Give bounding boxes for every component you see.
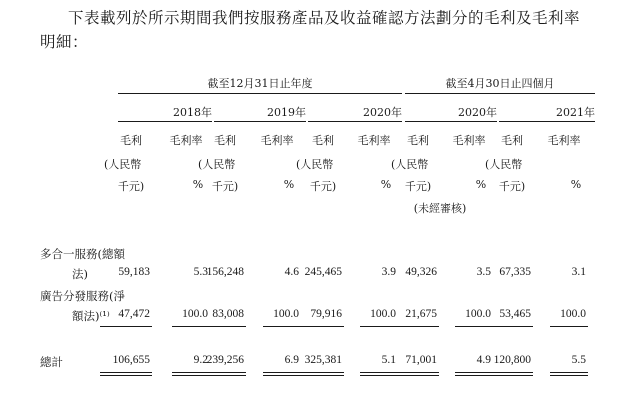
gross-margin-value: 3.9 [381, 266, 396, 278]
period-group-annual-rule [118, 93, 402, 94]
gross-profit-value: 53,465 [499, 308, 531, 320]
column-header-unit: 千元) [498, 180, 526, 193]
total-gross-profit: 106,655 [112, 354, 150, 366]
total-double-rule [550, 375, 588, 376]
total-label: 總計 [40, 355, 63, 369]
gross-margin-value: 5.3 [193, 266, 208, 278]
year-header: 2020年 [363, 106, 402, 119]
gross-margin-value: 100.0 [465, 308, 491, 320]
column-header-margin: 毛利率 [547, 134, 581, 147]
column-header-percent: % [283, 178, 295, 191]
gross-profit-value: 21,675 [405, 308, 437, 320]
year-header: 2019年 [267, 106, 306, 119]
gross-profit-value: 79,916 [310, 308, 342, 320]
subtotal-rule [292, 326, 344, 327]
gross-profit-value: 47,472 [118, 308, 150, 320]
subtotal-rule [194, 326, 246, 327]
year-header-rule [214, 121, 306, 122]
year-header: 2018年 [173, 106, 212, 119]
total-double-rule [100, 372, 152, 373]
column-header-gross-profit: 毛利 [407, 134, 429, 147]
year-header: 2021年 [556, 106, 595, 119]
year-header-rule [118, 121, 212, 122]
total-gross-profit: 71,001 [405, 354, 437, 366]
gross-profit-value: 59,183 [118, 266, 150, 278]
gross-margin-value: 4.6 [284, 266, 299, 278]
total-double-rule [387, 375, 439, 376]
intro-paragraph [40, 6, 630, 54]
total-gross-margin: 6.9 [284, 354, 299, 366]
column-header-margin: 毛利率 [260, 134, 294, 147]
gross-margin-value: 100.0 [182, 308, 208, 320]
total-gross-profit: 120,800 [493, 354, 531, 366]
total-gross-margin: 4.9 [476, 354, 491, 366]
total-double-rule [481, 375, 533, 376]
unaudited-note: (未經審核) [413, 202, 467, 215]
gross-margin-value: 100.0 [370, 308, 396, 320]
total-double-rule [387, 372, 439, 373]
year-header: 2020年 [458, 106, 497, 119]
column-header-unit: 千元) [211, 180, 239, 193]
column-header-unit: (人民幣 [104, 158, 142, 171]
gross-profit-value: 83,008 [212, 308, 244, 320]
total-gross-profit: 325,381 [304, 354, 342, 366]
row-label: 廣告分發服務(淨 [40, 289, 125, 303]
column-header-unit: 千元) [309, 180, 337, 193]
column-header-margin: 毛利率 [169, 134, 203, 147]
row-label: 法) [72, 267, 88, 281]
column-header-unit: (人民幣 [296, 158, 334, 171]
column-header-margin: 毛利率 [452, 134, 486, 147]
gross-profit-value: 49,326 [405, 266, 437, 278]
year-header-rule [308, 121, 402, 122]
gross-profit-value: 67,335 [499, 266, 531, 278]
total-double-rule [194, 375, 246, 376]
column-header-gross-profit: 毛利 [120, 134, 142, 147]
intro-line-2: 明細： [40, 33, 89, 51]
total-double-rule [550, 372, 588, 373]
column-header-gross-profit: 毛利 [501, 134, 523, 147]
column-header-gross-profit: 毛利 [312, 134, 334, 147]
intro-line-1: 下表載列於所示期間我們按服務產品及收益確認方法劃分的毛利及毛利率 [68, 9, 581, 27]
column-header-margin: 毛利率 [357, 134, 391, 147]
column-header-unit: (人民幣 [485, 158, 523, 171]
column-header-percent: % [380, 178, 392, 191]
total-double-rule [292, 375, 344, 376]
row-label: 多合一服務(總額 [40, 247, 125, 261]
subtotal-rule [550, 326, 588, 327]
year-header-rule [405, 121, 497, 122]
row-label: 額法)⁽¹⁾ [72, 309, 110, 323]
subtotal-rule [387, 326, 439, 327]
column-header-unit: 千元) [117, 180, 145, 193]
total-double-rule [292, 372, 344, 373]
period-group-four-months-rule [405, 93, 595, 94]
gross-margin-value: 100.0 [273, 308, 299, 320]
gross-margin-value: 3.5 [476, 266, 491, 278]
subtotal-rule [481, 326, 533, 327]
total-gross-margin: 5.1 [381, 354, 396, 366]
total-gross-margin: 5.5 [571, 354, 586, 366]
period-group-annual: 截至12月31日止年度 [207, 77, 313, 90]
gross-profit-value: 156,248 [206, 266, 244, 278]
total-gross-margin: 9.2 [193, 354, 208, 366]
total-gross-profit: 239,256 [206, 354, 244, 366]
column-header-percent: % [570, 178, 582, 191]
column-header-unit: (人民幣 [391, 158, 429, 171]
column-header-unit: 千元) [404, 180, 432, 193]
period-group-four-months: 截至4月30日止四個月 [445, 77, 555, 90]
year-header-rule [499, 121, 595, 122]
column-header-percent: % [475, 178, 487, 191]
column-header-gross-profit: 毛利 [214, 134, 236, 147]
subtotal-rule [100, 326, 152, 327]
column-header-percent: % [192, 178, 204, 191]
column-header-unit: (人民幣 [198, 158, 236, 171]
total-double-rule [194, 372, 246, 373]
total-double-rule [481, 372, 533, 373]
gross-profit-value: 245,465 [304, 266, 342, 278]
gross-margin-value: 3.1 [571, 266, 586, 278]
total-double-rule [100, 375, 152, 376]
gross-margin-value: 100.0 [560, 308, 586, 320]
